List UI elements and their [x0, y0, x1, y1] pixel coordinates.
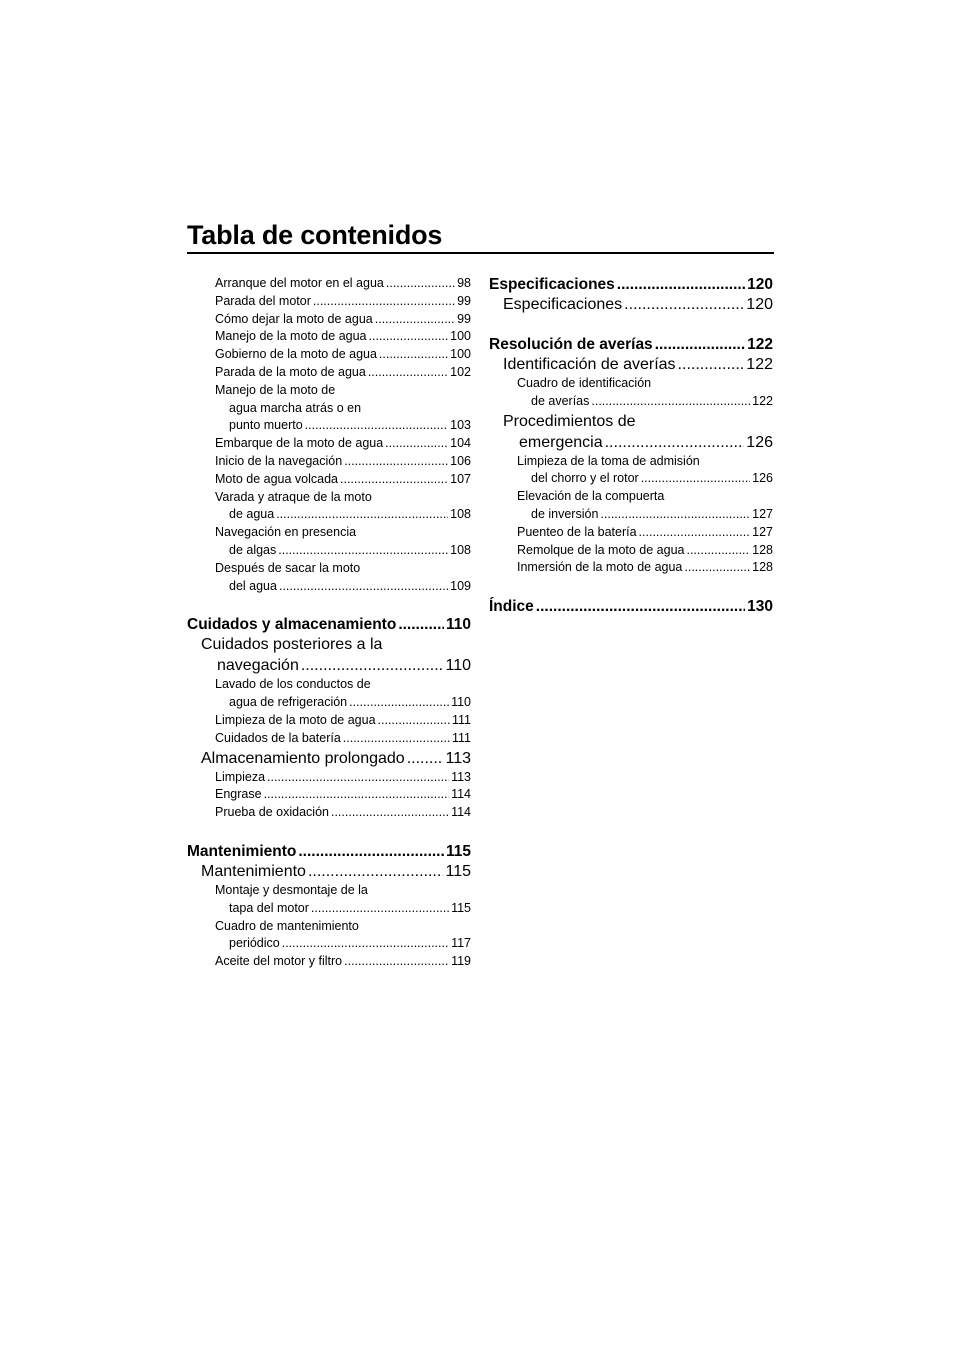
- toc-page-number: 106: [450, 453, 471, 468]
- toc-entry-sub[interactable]: [187, 882, 471, 918]
- toc-page-number: 100: [450, 329, 471, 344]
- toc-entry-chapter[interactable]: [187, 842, 471, 861]
- toc-page-number: 115: [445, 842, 471, 860]
- dot-leader: [368, 364, 448, 382]
- toc-entry-text: Manejo de la moto de: [215, 382, 336, 397]
- toc-page-number: 102: [450, 364, 471, 379]
- toc-entry-sub[interactable]: [187, 275, 471, 293]
- dot-leader: [605, 432, 745, 453]
- toc-entry-text: Aceite del motor y filtro: [215, 954, 343, 969]
- toc-entry-sub[interactable]: [489, 488, 773, 524]
- toc-page-number: 120: [747, 276, 773, 293]
- toc-page-number: 99: [457, 293, 471, 308]
- toc-entry-text: Cómo dejar la moto de agua: [215, 311, 373, 326]
- dot-leader: [331, 804, 449, 822]
- toc-page-number: 100: [450, 347, 471, 362]
- dot-leader: [278, 542, 448, 560]
- dot-leader: [264, 786, 450, 804]
- toc-entry-sub[interactable]: [489, 453, 773, 489]
- toc-page-number: 110: [451, 695, 471, 710]
- toc-entry-text: Limpieza: [215, 769, 266, 784]
- toc-page-number: 127: [752, 506, 773, 521]
- toc-entry-text: Remolque de la moto de agua: [517, 542, 685, 557]
- toc-page-number: 108: [450, 542, 471, 557]
- toc-entry-text: Inicio de la navegación: [215, 453, 343, 468]
- dot-leader: [686, 542, 750, 560]
- toc-entry-sub[interactable]: [187, 293, 471, 311]
- toc-entry-text: Especificaciones: [503, 296, 623, 313]
- toc-entry-chapter[interactable]: [489, 275, 773, 294]
- toc-page-number: 126: [752, 471, 773, 486]
- dot-leader: [344, 453, 448, 471]
- toc-page-number: 109: [450, 578, 471, 593]
- toc-entry-sub[interactable]: [187, 676, 471, 712]
- toc-entry-text: Mantenimiento: [187, 842, 297, 860]
- dot-leader: [655, 335, 745, 354]
- toc-entry-sub[interactable]: [187, 769, 471, 787]
- dot-leader: [349, 694, 449, 712]
- toc-entry-text: Elevación de la compuerta: [517, 489, 665, 504]
- dot-leader: [678, 354, 745, 375]
- dot-leader: [313, 293, 455, 311]
- toc-page-number: 122: [747, 336, 773, 353]
- toc-page-number: 127: [752, 524, 773, 539]
- toc-entry-text: Puenteo de la batería: [517, 524, 637, 539]
- toc-entry-text: Embarque de la moto de agua: [215, 436, 384, 451]
- dot-leader: [375, 311, 455, 329]
- dot-leader: [305, 417, 448, 435]
- toc-entry-sub[interactable]: [187, 364, 471, 382]
- toc-entry-sub[interactable]: [489, 542, 773, 560]
- toc-entry-sub[interactable]: [489, 375, 773, 411]
- toc-entry-text: Parada del motor: [215, 293, 311, 308]
- dot-leader: [279, 578, 448, 596]
- toc-entry-text: Después de sacar la moto: [215, 560, 361, 575]
- toc-entry-chapter[interactable]: [489, 597, 773, 616]
- toc-page-number: 122: [746, 356, 773, 373]
- dot-leader: [343, 730, 450, 748]
- toc-entry-text: Lavado de los conductos de: [215, 677, 371, 692]
- toc-page-number: 120: [746, 296, 773, 313]
- dot-leader: [385, 435, 448, 453]
- toc-entry-sub[interactable]: [489, 524, 773, 542]
- toc-entry-text: de inversión: [531, 506, 599, 521]
- toc-entry-sub[interactable]: [187, 435, 471, 453]
- dot-leader: [407, 748, 444, 769]
- toc-entry-text: de agua: [229, 507, 275, 522]
- toc-entry-section[interactable]: [187, 634, 471, 676]
- toc-entry-text: agua marcha atrás o en: [229, 400, 362, 415]
- toc-page-number: 128: [752, 560, 773, 575]
- toc-page-number: 110: [445, 616, 471, 634]
- dot-leader: [617, 275, 745, 294]
- toc-entry-text: Varada y atraque de la moto: [215, 489, 372, 504]
- toc-page-number: 115: [445, 862, 471, 880]
- toc-entry-text: del chorro y el rotor: [531, 471, 639, 486]
- toc-entry-text: emergencia: [519, 433, 603, 451]
- toc-entry-text: agua de refrigeración: [229, 695, 348, 710]
- dot-leader: [639, 524, 751, 542]
- toc-entry-text: del agua: [229, 578, 277, 593]
- toc-page-number: 128: [752, 542, 773, 557]
- toc-entry-section[interactable]: [187, 748, 471, 769]
- toc-entry-text: Identificación de averías: [503, 356, 676, 373]
- toc-entry-text: Manejo de la moto de agua: [215, 329, 367, 344]
- toc-entry-section[interactable]: [489, 294, 773, 315]
- toc-entry-text: Cuidados posteriores a la: [201, 636, 383, 654]
- toc-page-number: 114: [451, 787, 471, 802]
- dot-leader: [308, 861, 444, 882]
- toc-entry-text: Prueba de oxidación: [215, 805, 329, 820]
- toc-left-column: [187, 275, 471, 971]
- toc-page-number: 104: [450, 436, 471, 451]
- toc-page-number: 115: [451, 900, 471, 915]
- dot-leader: [369, 328, 449, 346]
- dot-leader: [344, 953, 449, 971]
- toc-entry-text: Limpieza de la moto de agua: [215, 712, 376, 727]
- toc-page-number: 117: [451, 936, 471, 951]
- toc-entry-chapter[interactable]: [489, 335, 773, 354]
- toc-entry-section[interactable]: [187, 861, 471, 882]
- dot-leader: [684, 559, 750, 577]
- dot-leader: [378, 712, 450, 730]
- toc-page-number: 111: [451, 730, 471, 745]
- dot-leader: [301, 655, 444, 676]
- toc-entry-text: de averías: [531, 393, 590, 408]
- toc-entry-sub[interactable]: [187, 730, 471, 748]
- toc-page-number: 108: [450, 507, 471, 522]
- toc-entry-text: Arranque del motor en el agua: [215, 276, 384, 290]
- toc-entry-sub[interactable]: [187, 471, 471, 489]
- toc-entry-text: Cuadro de mantenimiento: [215, 918, 359, 933]
- dot-leader: [311, 900, 449, 918]
- toc-entry-text: Cuadro de identificación: [517, 376, 652, 390]
- toc-entry-sub[interactable]: [187, 804, 471, 822]
- toc-entry-sub[interactable]: [187, 346, 471, 364]
- toc-page-number: 99: [457, 311, 471, 326]
- page-title: Tabla de contenidos: [187, 220, 443, 250]
- toc-page-number: 114: [451, 805, 471, 820]
- toc-entry-section[interactable]: [489, 411, 773, 453]
- toc-entry-text: de algas: [229, 542, 277, 557]
- toc-page-number: 111: [451, 712, 471, 727]
- toc-entry-sub[interactable]: [187, 918, 471, 954]
- toc-entry-chapter[interactable]: [187, 615, 471, 634]
- dot-leader: [641, 470, 750, 488]
- toc-entry-text: Limpieza de la toma de admisión: [517, 453, 700, 468]
- title-rule: [187, 252, 774, 254]
- toc-entry-text: Almacenamiento prolongado: [201, 749, 405, 767]
- toc-entry-text: Especificaciones: [489, 276, 615, 293]
- toc-entry-text: Cuidados de la batería: [215, 730, 341, 745]
- toc-entry-sub[interactable]: [187, 524, 471, 560]
- dot-leader: [386, 275, 455, 293]
- toc-page-number: 113: [451, 769, 471, 784]
- toc-entry-text: Moto de agua volcada: [215, 471, 339, 486]
- toc-entry-sub[interactable]: [489, 559, 773, 577]
- toc-entry-section[interactable]: [489, 354, 773, 375]
- toc-entry-text: Cuidados y almacenamiento: [187, 616, 397, 634]
- dot-leader: [379, 346, 448, 364]
- toc-entry-sub[interactable]: [187, 382, 471, 435]
- toc-entry-text: Resolución de averías: [489, 336, 653, 353]
- toc-page-number: 126: [746, 433, 773, 451]
- toc-entry-text: tapa del motor: [229, 900, 309, 915]
- dot-leader: [282, 935, 449, 953]
- toc-page-number: 98: [457, 276, 471, 290]
- dot-leader: [591, 393, 750, 411]
- toc-page-number: 119: [451, 954, 471, 969]
- dot-leader: [340, 471, 448, 489]
- toc-entry-text: periódico: [229, 936, 280, 951]
- toc-entry-sub[interactable]: [187, 560, 471, 596]
- dot-leader: [398, 615, 444, 634]
- dot-leader: [298, 842, 444, 861]
- toc-entry-text: Índice: [489, 598, 534, 616]
- toc-entry-text: navegación: [217, 657, 299, 675]
- toc-page-number: 107: [450, 471, 471, 486]
- toc-entry-sub[interactable]: [187, 489, 471, 525]
- toc-entry-sub[interactable]: [187, 453, 471, 471]
- toc-page-number: 130: [747, 598, 773, 616]
- toc-entry-sub[interactable]: [187, 786, 471, 804]
- toc-entry-text: Parada de la moto de agua: [215, 364, 366, 379]
- toc-entry-text: Mantenimiento: [201, 862, 306, 880]
- toc-entry-text: Navegación en presencia: [215, 525, 357, 540]
- toc-page-number: 103: [450, 418, 471, 433]
- toc-entry-sub[interactable]: [187, 328, 471, 346]
- toc-entry-text: Engrase: [215, 787, 262, 802]
- toc-entry-text: Montaje y desmontaje de la: [215, 882, 368, 897]
- toc-entry-text: Procedimientos de: [503, 412, 636, 430]
- toc-entry-sub[interactable]: [187, 953, 471, 971]
- dot-leader: [276, 506, 448, 524]
- dot-leader: [267, 769, 449, 787]
- toc-page-number: 110: [445, 657, 471, 675]
- dot-leader: [536, 597, 745, 616]
- toc-entry-sub[interactable]: [187, 311, 471, 329]
- dot-leader: [624, 294, 744, 315]
- toc-page-number: 113: [445, 749, 471, 767]
- toc-entry-text: Inmersión de la moto de agua: [517, 560, 683, 575]
- toc-entry-text: punto muerto: [229, 418, 303, 433]
- toc-entry-sub[interactable]: [187, 712, 471, 730]
- toc-right-column: [489, 275, 773, 616]
- toc-page-number: 122: [752, 393, 773, 408]
- toc-entry-text: Gobierno de la moto de agua: [215, 347, 377, 362]
- dot-leader: [600, 506, 750, 524]
